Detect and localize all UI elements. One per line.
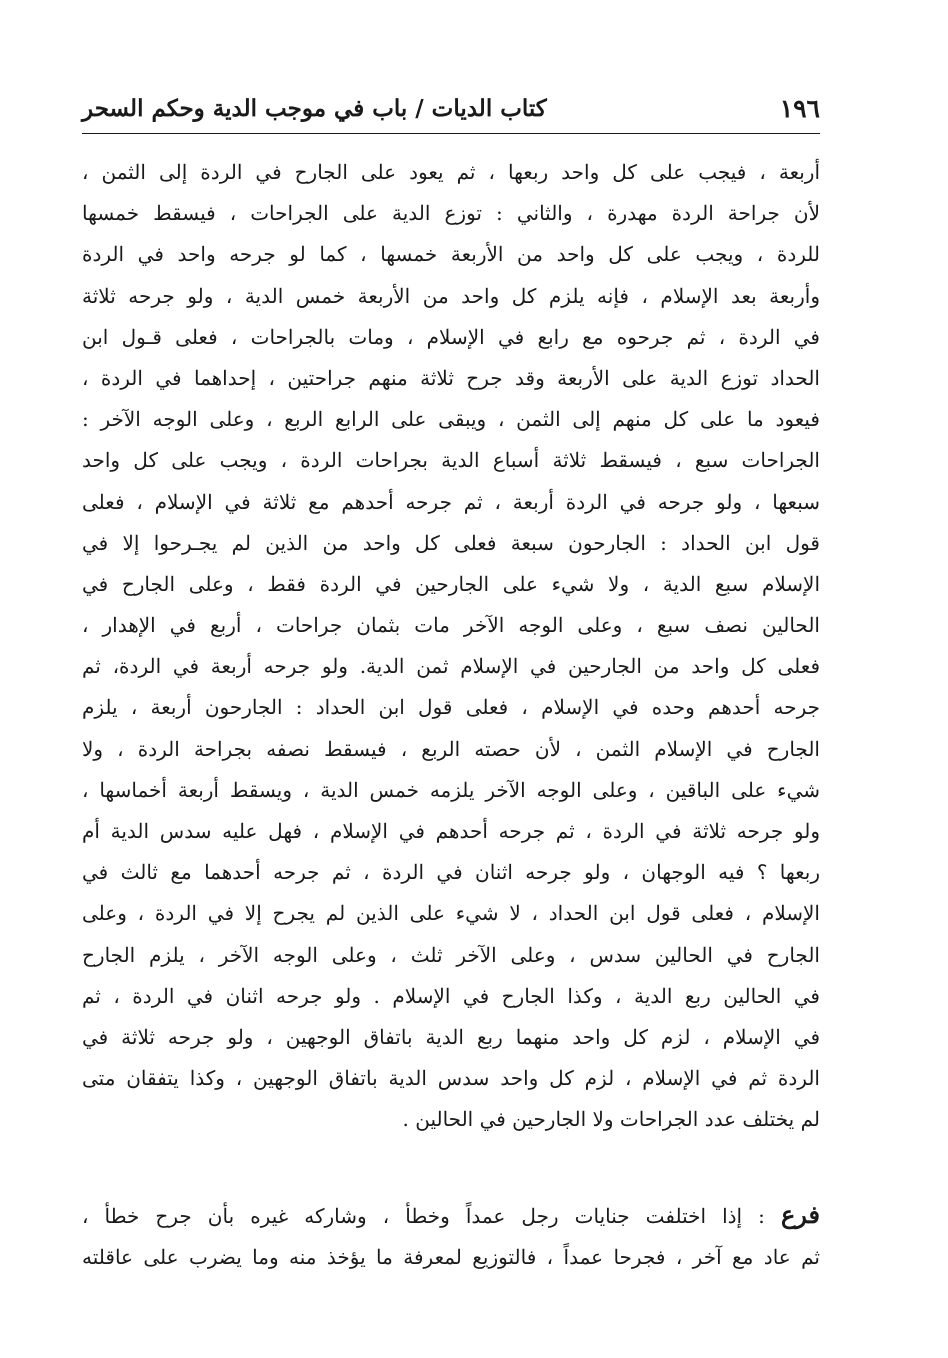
text-line: وأربعة بعد الإسلام ، فإنه يلزم كل واحد من الأربعة خمس الدية ، ولو جرحه ثلاثة	[82, 283, 820, 308]
main-text	[82, 152, 820, 1141]
header-title: كتاب الديات / باب في موجب الدية وحكم السحر	[82, 94, 547, 122]
far3-label: فرع	[780, 1200, 820, 1229]
text-line: الجارح في الحالين سدس ، وعلى الآخر ثلث ، وعلى الوجه الآخر ، يلزم الجارح	[82, 942, 820, 967]
text-line: في الحالين ربع الدية ، وكذا الجارح في الإسلام . ولو جرحه اثنان في الردة ، ثم	[82, 983, 820, 1008]
text-line: فعلى كل واحد من الجارحين في الإسلام ثمن الدية. ولو جرحه أربعة في الردة، ثم	[82, 654, 820, 679]
text-line: الجارح في الإسلام الثمن ، لأن حصته الربع ، فيسقط نصفه بجراحة الردة ، ولا	[82, 736, 820, 761]
far3-second-line: ثم عاد مع آخر ، فجرحا عمداً ، فالتوزيع لمعرفة ما يؤخذ منه وما يضرب على عاقلته	[82, 1245, 820, 1269]
text-line: ولو جرحه ثلاثة في الردة ، ثم جرحه أحدهم في الإسلام ، فهل عليه سدس الدية أم	[82, 819, 820, 843]
header-rule	[82, 133, 820, 134]
text-line: سبعها ، ولو جرحه في الردة أربعة ، ثم جرحه أحدهم مع ثلاثة في الإسلام ، فعلى	[82, 489, 820, 514]
far3-line1: : إذا اختلفت جنايات رجل عمداً وخطأ ، وشاركه غيره بأن جرح خطأ ،	[82, 1204, 765, 1228]
text-line: الردة ثم في الإسلام ، لزم كل واحد سدس الدية باتفاق الوجهين ، وكذا يتفقان متى	[82, 1066, 820, 1091]
text-line-last: لم يختلف عدد الجراحات ولا الجارحين في الحالين .	[402, 1107, 820, 1132]
text-line: الإسلام ، فعلى قول ابن الحداد ، لا شيء على الذين لم يجرح إلا في الردة ، وعلى	[82, 901, 820, 926]
text-line: الحداد توزع الدية على الأربعة وقد جرح ثلاثة منهم جراحتين ، إحداهما في الردة ،	[82, 365, 820, 390]
text-line: لأن جراحة الردة مهدرة ، والثاني : توزع الدية على الجراحات ، فيسقط خمسها	[82, 201, 820, 226]
running-header	[82, 86, 820, 130]
text-line: في الردة ، ثم جرحوه مع رابع في الإسلام ، ومات بالجراحات ، فعلى قـول ابن	[82, 324, 820, 349]
text-line: ربعها ؟ فيه الوجهان ، ولو جرحه اثنان في الردة ، ثم جرحه أحدهما مع ثالث في	[82, 860, 820, 885]
text-line: الحالين نصف سبع ، وعلى الوجه الآخر مات بثمان جراحات ، أربع في الإهدار ،	[82, 613, 820, 638]
text-line: فيعود ما على كل منهم إلى الثمن ، ويبقى على الرابع الربع ، وعلى الوجه الآخر :	[82, 407, 820, 432]
text-line: قول ابن الحداد : الجارحون سبعة فعلى كل واحد من الذين لم يجـرحوا إلا في	[82, 530, 820, 555]
text-line: الإسلام سبع الدية ، ولا شيء على الجارحين في الردة فقط ، وعلى الجارح في	[82, 571, 820, 596]
text-line: للردة ، ويجب على كل واحد من الأربعة خمسها ، كما لو جرحه واحد في الردة	[82, 242, 820, 267]
far3-first-line	[82, 1193, 820, 1236]
text-line: في الإسلام ، لزم كل واحد منهما ربع الدية باتفاق الوجهين ، ولو جرحه ثلاثة في	[82, 1024, 820, 1049]
text-line: جرحه أحدهم وحده في الإسلام ، فعلى قول ابن الحداد : الجارحون أربعة ، يلزم	[82, 695, 820, 720]
text-line: الجراحات سبع ، فيسقط ثلاثة أسباع الدية بجراحات الردة ، ويجب على كل واحد	[82, 448, 820, 473]
page-number: ١٩٦	[779, 93, 820, 123]
text-line: شيء على الباقين ، وعلى الوجه الآخر يلزمه خمس الدية ، ويسقط أربعة أخماسها ،	[82, 777, 820, 802]
far3-section	[82, 1193, 820, 1279]
text-line: أربعة ، فيجب على كل واحد ربعها ، ثم يعود على الجارح في الردة إلى الثمن ،	[82, 160, 820, 184]
